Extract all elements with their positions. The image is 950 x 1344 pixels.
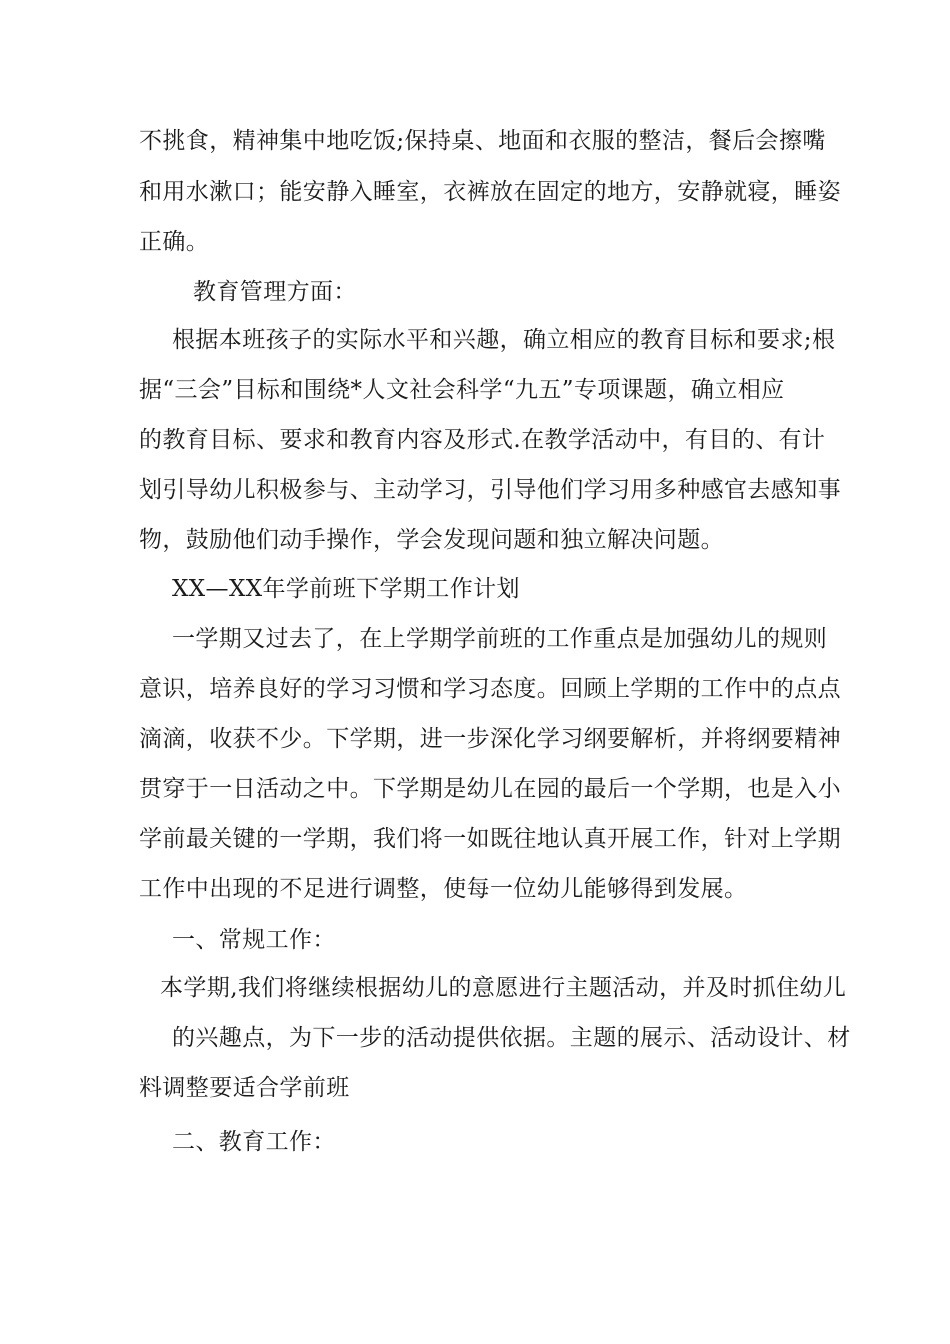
text-line: 滴滴，收获不少。下学期，进一步深化学习纲要解析，并将纲要精神 [139, 726, 841, 752]
text-line: 正确。 [139, 229, 210, 255]
text-line: 划引导幼儿积极参与、主动学习，引导他们学习用多种感官去感知事 [139, 477, 841, 503]
text-line: 的教育目标、要求和教育内容及形式.在教学活动中，有目的、有计 [139, 427, 826, 453]
text-line: 意识，培养良好的学习习惯和学习态度。回顾上学期的工作中的点点 [139, 676, 841, 702]
text-line: 学前最关键的一学期，我们将一如既往地认真开展工作，针对上学期 [139, 826, 841, 852]
text-line: 不挑食，精神集中地吃饭;保持桌、地面和衣服的整洁，餐后会擦嘴 [139, 128, 826, 154]
text-line: 据“三会”目标和围绕*人文社会科学“九五”专项课题，确立相应 [139, 377, 785, 403]
document-title: XX—XX年学前班下学期工作计划 [172, 576, 520, 602]
text-line: 根据本班孩子的实际水平和兴趣，确立相应的教育目标和要求;根 [172, 327, 836, 353]
text-line: 料调整要适合学前班 [139, 1075, 350, 1101]
text-line: 工作中出现的不足进行调整，使每一位幼儿能够得到发展。 [139, 876, 748, 902]
section-heading: 一、常规工作： [172, 927, 336, 953]
section-heading: 二、教育工作： [172, 1129, 336, 1155]
text-line: 物，鼓励他们动手操作，学会发现问题和独立解决问题。 [139, 527, 724, 553]
text-line: 的兴趣点，为下一步的活动提供依据。主题的展示、活动设计、材 [172, 1025, 851, 1051]
text-line: 和用水漱口；能安静入睡室，衣裤放在固定的地方，安静就寝，睡姿 [139, 179, 841, 205]
text-line: 一学期又过去了，在上学期学前班的工作重点是加强幼儿的规则 [172, 626, 828, 652]
text-line: 贯穿于一日活动之中。下学期是幼儿在园的最后一个学期，也是入小 [139, 776, 841, 802]
text-line: 本学期,我们将继续根据幼儿的意愿进行主题活动，并及时抓住幼儿 [160, 975, 847, 1001]
section-heading: 教育管理方面： [193, 279, 357, 305]
